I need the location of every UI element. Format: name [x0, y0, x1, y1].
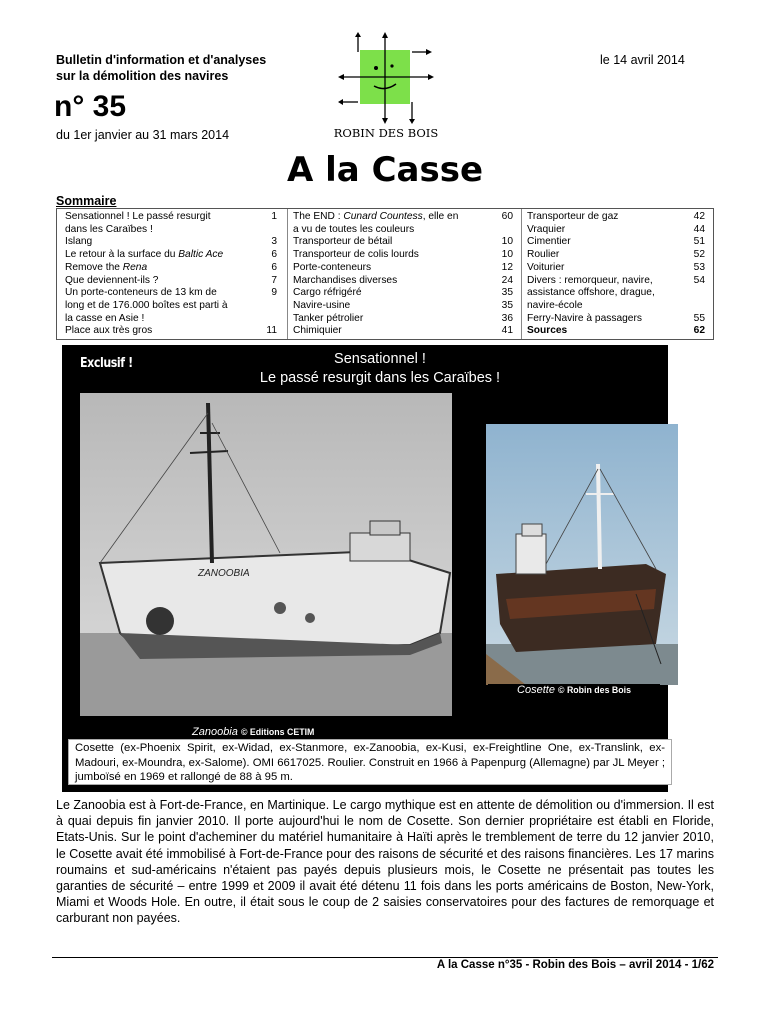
issue-number: n° 35 — [54, 90, 127, 123]
bulletin-subtitle — [56, 52, 266, 84]
toc-entry-page — [491, 224, 513, 237]
toc-entry — [527, 262, 705, 275]
feature-title-line-2: Le passé resurgit dans les Caraïbes ! — [259, 370, 501, 386]
toc-entry — [293, 262, 513, 275]
toc-entry — [527, 287, 705, 300]
toc-entry-label: Cimentier — [527, 236, 571, 248]
toc-entry-page: 10 — [501, 249, 513, 261]
exclusive-badge: Exclusif ! — [80, 356, 133, 371]
toc-entry — [65, 211, 277, 224]
toc-entry-label: Le retour à la surface du Baltic Ace — [65, 249, 224, 261]
toc-entry — [293, 325, 513, 338]
toc-entry-label: Remove the Rena — [65, 261, 148, 273]
cosette-caption — [488, 684, 660, 698]
toc-entry-page — [683, 300, 705, 313]
toc-entry-page: 11 — [266, 325, 277, 337]
bulletin-line-2: sur la démolition des navires — [56, 69, 229, 83]
toc-entry — [65, 236, 277, 249]
toc-column-3 — [527, 211, 705, 338]
toc-entry-page: 9 — [271, 287, 277, 299]
toc-divider — [287, 209, 288, 339]
toc-entry — [527, 236, 705, 249]
hull-name-text: ZANOOBIA — [198, 568, 250, 579]
toc-entry-label: Chimiquier — [293, 325, 342, 337]
cosette-caption-name: Cosette — [517, 684, 555, 696]
toc-entry-label: Sources — [527, 325, 568, 337]
toc-entry-label: Transporteur de colis lourds — [293, 249, 419, 261]
toc-entry-label: Cargo réfrigéré — [293, 287, 362, 299]
toc-entry-label: assistance offshore, drague, — [527, 287, 655, 299]
toc-entry — [527, 313, 705, 326]
toc-entry-label: Roulier — [527, 249, 560, 261]
toc-entry-page: 6 — [271, 249, 277, 261]
toc-entry-label: Porte-conteneurs — [293, 261, 372, 273]
toc-entry-page: 54 — [693, 274, 705, 286]
toc-entry — [527, 224, 705, 237]
toc-entry-label: Navire-usine — [293, 299, 351, 311]
toc-entry — [293, 275, 513, 288]
toc-entry-label: la casse en Asie ! — [65, 312, 145, 324]
toc-entry-page: 6 — [271, 261, 277, 273]
footer-divider — [52, 957, 718, 958]
toc-entry-page: 51 — [693, 236, 705, 248]
toc-entry-italic: Baltic Ace — [178, 249, 224, 261]
toc-entry-label: Transporteur de gaz — [527, 211, 619, 222]
toc-entry-page — [255, 313, 277, 326]
toc-entry — [527, 249, 705, 262]
cosette-caption-credit: © Robin des Bois — [558, 685, 631, 695]
toc-entry-page — [683, 287, 705, 300]
toc-entry-label: long et de 176.000 boîtes est parti à — [65, 299, 228, 311]
toc-entry-page: 62 — [693, 325, 705, 337]
toc-entry — [65, 262, 277, 275]
toc-entry-page: 44 — [693, 223, 705, 235]
toc-entry-page: 35 — [501, 299, 513, 311]
toc-entry-page: 1 — [271, 211, 277, 222]
toc-entry-label: Transporteur de bétail — [293, 236, 393, 248]
article-body: Le Zanoobia est à Fort-de-France, en Martinique. Le cargo mythique est en attente de démolition ou d'immersion. Il est à quai depuis fin janvier 2010. Il porte aujourd'hui le nom de Cosette. Son dernier propriétaire est établi en Floride, Etats-Unis. Sur le point d'acheminer du matériel humanitaire à Haïti après le tremblement de terre du 12 janvier 2010, le Cosette avait été immobilisé à Fort-de-France pour des raisons de sécurité et des raisons financières. Les 17 marins roumains et sud-américains n'étaient pas payés depuis plusieurs mois, le Cosette ne présentait pas toutes les garanties de sécurité – entre 1999 et 2009 il avait été détenu 11 fois dans les ports américains de Boston, New-York, Miami et Woods Hole. En outre, il était sous le coup de 2 saisies conservatoires pour des factures de remorquage et carburant non payées. — [56, 798, 714, 926]
toc-entry-label: dans les Caraïbes ! — [65, 223, 153, 235]
toc-entry — [65, 224, 277, 237]
toc-entry-page: 36 — [501, 312, 513, 324]
issue-period: du 1er janvier au 31 mars 2014 — [56, 128, 230, 142]
toc-entry — [65, 275, 277, 288]
toc-entry-page: 41 — [501, 325, 513, 337]
table-of-contents — [56, 208, 714, 340]
toc-entry — [527, 275, 705, 288]
bulletin-line-1: Bulletin d'information et d'analyses — [56, 53, 267, 67]
toc-entry-label: Tanker pétrolier — [293, 312, 364, 324]
toc-entry-label: Place aux très gros — [65, 325, 153, 337]
toc-entry — [527, 325, 705, 338]
toc-entry-page: 10 — [501, 236, 513, 248]
cosette-photo — [486, 424, 678, 685]
toc-entry-page: 24 — [501, 274, 513, 286]
issue-date: le 14 avril 2014 — [600, 53, 685, 67]
toc-entry-page: 60 — [501, 211, 513, 222]
toc-entry — [65, 313, 277, 326]
toc-entry — [65, 287, 277, 300]
zanoobia-photo — [80, 393, 452, 716]
toc-entry — [527, 211, 705, 224]
toc-entry-label: Marchandises diverses — [293, 274, 398, 286]
toc-entry — [527, 300, 705, 313]
toc-column-2 — [293, 211, 513, 338]
page-title: A la Casse — [286, 150, 483, 190]
toc-heading: Sommaire — [56, 194, 117, 208]
toc-entry-label: a vu de toutes les couleurs — [293, 223, 415, 235]
toc-entry-page: 42 — [693, 211, 705, 222]
toc-entry-page: 3 — [271, 236, 277, 248]
toc-divider — [521, 209, 522, 339]
toc-entry-page: 52 — [693, 249, 705, 261]
toc-entry-label: navire-école — [527, 299, 583, 311]
org-name: ROBIN DES BOIS — [333, 126, 439, 140]
toc-entry — [65, 325, 277, 338]
toc-entry-label: Vraquier — [527, 223, 566, 235]
toc-entry-page — [255, 224, 277, 237]
toc-entry-page: 55 — [693, 312, 705, 324]
page-footer: A la Casse n°35 - Robin des Bois – avril 2014 - 1/62 — [436, 959, 714, 971]
toc-entry-italic: Cunard Countess — [343, 211, 423, 222]
toc-entry — [65, 300, 277, 313]
toc-entry-page: 7 — [271, 274, 277, 286]
toc-entry — [65, 249, 277, 262]
toc-entry-label: Islang — [65, 236, 93, 248]
toc-entry-label: Sensationnel ! Le passé resurgit — [65, 211, 211, 222]
toc-entry-italic: Rena — [122, 261, 148, 273]
toc-entry — [293, 224, 513, 237]
toc-entry-page: 12 — [501, 261, 513, 273]
zanoobia-caption-name: Zanoobia — [192, 726, 238, 738]
zanoobia-caption-credit: © Editions CETIM — [240, 727, 315, 737]
toc-entry — [293, 313, 513, 326]
toc-entry — [293, 236, 513, 249]
toc-entry — [293, 249, 513, 262]
toc-entry-label: Divers : remorqueur, navire, — [527, 274, 653, 286]
toc-entry — [293, 211, 513, 224]
toc-entry-label: The END : Cunard Countess, elle en — [293, 211, 459, 222]
toc-entry-label: Un porte-conteneurs de 13 km de — [65, 287, 217, 299]
feature-title — [200, 350, 560, 388]
toc-entry-page — [255, 300, 277, 313]
toc-entry-label: Que deviennent-ils ? — [65, 274, 159, 286]
toc-column-1 — [65, 211, 277, 338]
toc-entry — [293, 287, 513, 300]
toc-entry-label: Ferry-Navire à passagers — [527, 312, 642, 324]
ship-description: Cosette (ex-Phoenix Spirit, ex-Widad, ex-Stanmore, ex-Zanoobia, ex-Kusi, ex-Freightline One, ex-Translink, ex-Madouri, ex-Moundra, ex-Salome). OMI 6617025. Roulier. Construit en 1966 à Papenpurg (Allemagne) par JL Meyer ; jumboïsé en 1969 et rallongé de 88 à 95 m. — [68, 739, 672, 785]
toc-entry — [293, 300, 513, 313]
toc-entry-page: 35 — [501, 287, 513, 299]
toc-entry-page: 53 — [693, 261, 705, 273]
robin-des-bois-logo — [336, 32, 436, 124]
zanoobia-caption — [192, 726, 314, 738]
feature-title-line-1: Sensationnel ! — [334, 351, 426, 367]
logo-icon — [336, 32, 436, 124]
toc-entry-label: Voiturier — [527, 261, 565, 273]
